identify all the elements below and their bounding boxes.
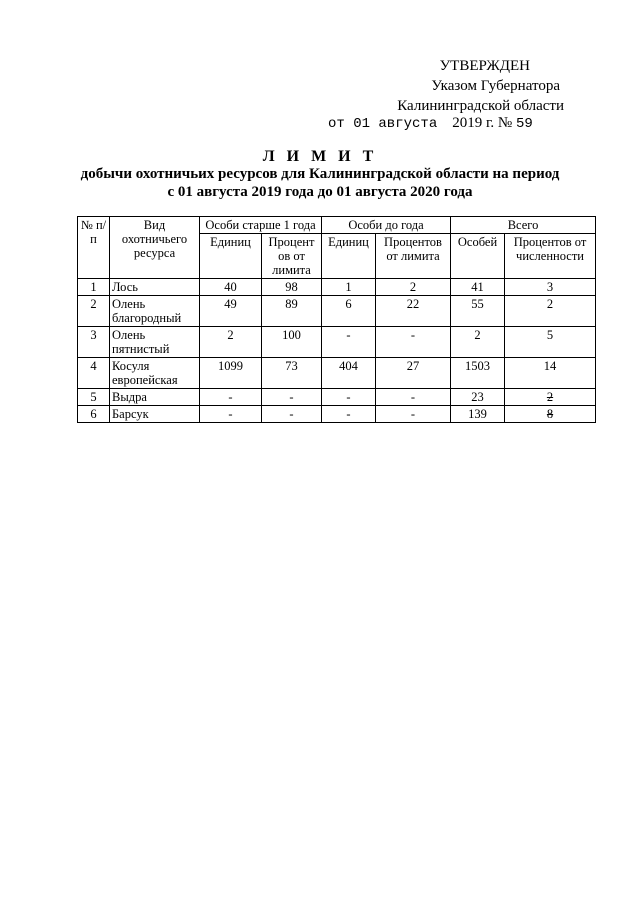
row-species: Лось <box>110 279 200 296</box>
row-total-units: 139 <box>451 406 505 423</box>
row-adult-units: - <box>200 389 262 406</box>
approval-date-line <box>328 115 533 132</box>
row-young-units: 6 <box>322 296 376 327</box>
table-row <box>78 279 596 296</box>
approval-date: от 01 августа <box>328 116 438 132</box>
row-total-units: 2 <box>451 327 505 358</box>
limits-table <box>77 216 596 423</box>
row-young-units: - <box>322 327 376 358</box>
approval-region: Калининградской области <box>397 98 564 114</box>
row-young-percent: - <box>376 406 451 423</box>
row-total-percent: 2 <box>505 389 596 406</box>
row-adult-units: - <box>200 406 262 423</box>
row-adult-percent: 89 <box>262 296 322 327</box>
row-adult-units: 2 <box>200 327 262 358</box>
row-total-percent: 5 <box>505 327 596 358</box>
table-row <box>78 406 596 423</box>
row-adult-units: 40 <box>200 279 262 296</box>
row-young-percent: - <box>376 389 451 406</box>
row-num: 4 <box>78 358 110 389</box>
table-row <box>78 358 596 389</box>
row-young-percent: 22 <box>376 296 451 327</box>
row-num: 3 <box>78 327 110 358</box>
row-young-units: - <box>322 406 376 423</box>
table-row <box>78 327 596 358</box>
row-adult-percent: - <box>262 389 322 406</box>
row-num: 2 <box>78 296 110 327</box>
row-species: Олень благородный <box>110 296 200 327</box>
row-total-percent: 14 <box>505 358 596 389</box>
row-young-percent: - <box>376 327 451 358</box>
row-young-units: - <box>322 389 376 406</box>
row-young-units: 1 <box>322 279 376 296</box>
document-title: Л И М И Т <box>262 148 378 165</box>
approval-number: 59 <box>516 116 533 132</box>
row-adult-percent: 98 <box>262 279 322 296</box>
row-adult-percent: 73 <box>262 358 322 389</box>
approval-decree: Указом Губернатора <box>431 78 560 94</box>
header-group-adult: Особи старше 1 года <box>200 217 322 234</box>
header-total-percent: Процентов от численности <box>505 234 596 279</box>
document-subtitle: добычи охотничьих ресурсов для Калининградской области на период <box>80 166 560 182</box>
row-adult-units: 1099 <box>200 358 262 389</box>
table-row <box>78 389 596 406</box>
row-total-percent: 8 <box>505 406 596 423</box>
row-num: 1 <box>78 279 110 296</box>
row-num: 6 <box>78 406 110 423</box>
table-header-row <box>78 217 596 234</box>
header-young-percent: Процентов от лимита <box>376 234 451 279</box>
row-total-units: 41 <box>451 279 505 296</box>
header-adult-units: Единиц <box>200 234 262 279</box>
row-species: Барсук <box>110 406 200 423</box>
row-total-percent: 2 <box>505 296 596 327</box>
row-total-percent: 3 <box>505 279 596 296</box>
row-adult-percent: - <box>262 406 322 423</box>
header-species: Вид охотничьего ресурса <box>110 217 200 279</box>
approval-heading: УТВЕРЖДЕН <box>439 58 530 74</box>
row-num: 5 <box>78 389 110 406</box>
row-total-units: 23 <box>451 389 505 406</box>
row-species: Олень пятнистый <box>110 327 200 358</box>
header-adult-percent: Процент ов от лимита <box>262 234 322 279</box>
header-total-units: Особей <box>451 234 505 279</box>
header-young-units: Единиц <box>322 234 376 279</box>
row-young-percent: 27 <box>376 358 451 389</box>
approval-year: 2019 г. № <box>452 115 513 131</box>
row-total-units: 1503 <box>451 358 505 389</box>
row-young-units: 404 <box>322 358 376 389</box>
header-num: № п/п <box>78 217 110 279</box>
header-group-total: Всего <box>451 217 596 234</box>
row-young-percent: 2 <box>376 279 451 296</box>
header-group-young: Особи до года <box>322 217 451 234</box>
row-adult-units: 49 <box>200 296 262 327</box>
table-row <box>78 296 596 327</box>
row-species: Косуля европейская <box>110 358 200 389</box>
row-adult-percent: 100 <box>262 327 322 358</box>
document-period: с 01 августа 2019 года до 01 августа 2020 года <box>167 184 473 200</box>
row-species: Выдра <box>110 389 200 406</box>
row-total-units: 55 <box>451 296 505 327</box>
approval-block <box>397 56 564 116</box>
